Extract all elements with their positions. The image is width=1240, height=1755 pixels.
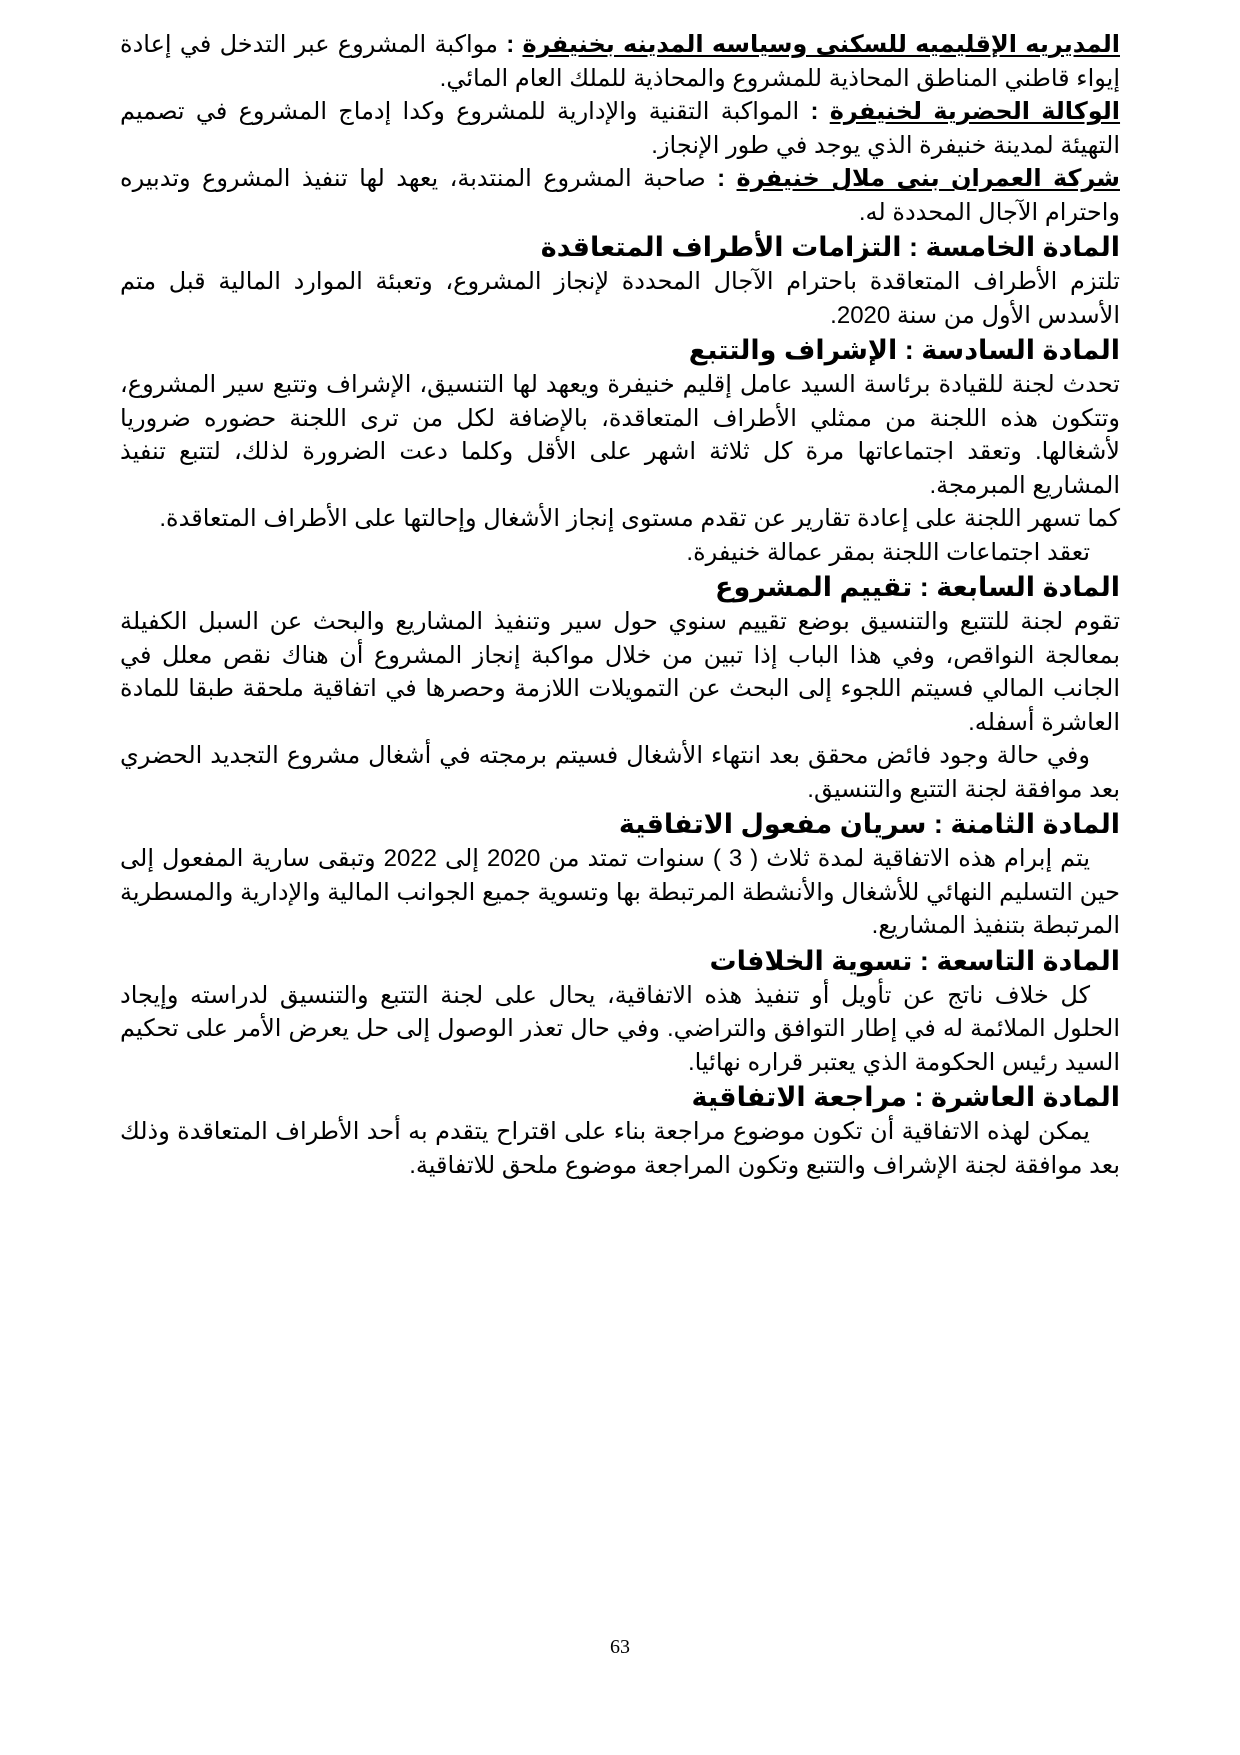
article-paragraph: يتم إبرام هذه الاتفاقية لمدة ثلاث ( 3 ) سنوات تمتد من 2020 إلى 2022 وتبقى سارية المفعول إلى حين التسليم النهائي للأشغال والأنشطة المرتبطة بها وتسوية جميع الجوانب المالية والإدارية والمسطرية المرتبطة بتنفيذ المشاريع. [120, 845, 1120, 939]
article-heading: المادة التاسعة : تسوية الخلافات [709, 945, 1120, 976]
party-entry [120, 28, 1120, 95]
party-entry [120, 162, 1120, 229]
article-paragraph: وفي حالة وجود فائض محقق بعد انتهاء الأشغال فسيتم برمجته في أشغال مشروع التجديد الحضري بعد موافقة لجنة التتبع والتنسيق. [120, 742, 1120, 803]
party-role: مواكبة المشروع عبر التدخل في إعادة إيواء قاطني المناطق المحاذية للمشروع والمحاذية للملك العام المائي. [120, 31, 1120, 92]
article-heading: المادة الخامسة : التزامات الأطراف المتعاقدة [540, 232, 1120, 262]
document-page [120, 28, 1120, 1182]
article-heading: المادة السابعة : تقييم المشروع [715, 572, 1120, 602]
article-heading: المادة السادسة : الإشراف والتتبع [688, 335, 1120, 365]
article-paragraph: كما تسهر اللجنة على إعادة تقارير عن تقدم مستوى إنجاز الأشغال وإحالتها على الأطراف المتعاقدة. [159, 505, 1120, 532]
party-entry [120, 95, 1120, 162]
page-number: 63 [610, 1636, 630, 1658]
article-heading: المادة العاشرة : مراجعة الاتفاقية [691, 1082, 1120, 1112]
article-paragraph: تحدث لجنة للقيادة برئاسة السيد عامل إقليم خنيفرة ويعهد لها التنسيق، الإشراف وتتبع سير المشروع، وتتكون هذه اللجنة من ممثلي الأطراف المتعاقدة، بالإضافة لكل من ترى اللجنة حضوره ضروريا لأشغالها. وتعقد اجتماعاتها مرة كل ثلاثة اشهر على الأقل وكلما دعت الضرورة لذلك، لتتبع تنفيذ المشاريع المبرمجة. [120, 371, 1120, 499]
article-paragraph: تلتزم الأطراف المتعاقدة باحترام الآجال المحددة لإنجاز المشروع، وتعبئة الموارد المالية قبل متم الأسدس الأول من سنة 2020. [120, 268, 1120, 329]
article-paragraph: تعقد اجتماعات اللجنة بمقر عمالة خنيفرة. [686, 538, 1090, 566]
party-name: شركة العمران بنى ملال خنيفرة [736, 165, 1120, 192]
party-role: صاحبة المشروع المنتدبة، يعهد لها تنفيذ المشروع وتدبيره واحترام الآجال المحددة له. [120, 165, 1120, 226]
party-separator: : [799, 98, 830, 125]
party-separator: : [705, 165, 737, 192]
party-role: المواكبة التقنية والإدارية للمشروع وكدا إدماج المشروع في تصميم التهيئة لمدينة خنيفرة الذي يوجد في طور الإنجاز. [120, 98, 1120, 159]
article-heading: المادة الثامنة : سريان مفعول الاتفاقية [618, 809, 1120, 839]
party-name: المديريه الإقليميه للسكنى وسياسه المدينه بخنيفرة [522, 31, 1120, 58]
article-paragraph: يمكن لهذه الاتفاقية أن تكون موضوع مراجعة بناء على اقتراح يتقدم به أحد الأطراف المتعاقدة وذلك بعد موافقة لجنة الإشراف والتتبع وتكون المراجعة موضوع ملحق للاتفاقية. [120, 1118, 1120, 1179]
party-name: الوكالة الحضرية لخنيفرة [829, 98, 1121, 125]
article-paragraph: كل خلاف ناتج عن تأويل أو تنفيذ هذه الاتفاقية، يحال على لجنة التتبع والتنسيق لدراسته وإيجاد الحلول الملائمة له في إطار التوافق والتراضي. وفي حال تعذر الوصول إلى حل يعرض الأمر على تحكيم السيد رئيس الحكومة الذي يعتبر قراره نهائيا. [120, 981, 1120, 1076]
article-paragraph: تقوم لجنة للتتبع والتنسيق بوضع تقييم سنوي حول سير وتنفيذ المشاريع والبحث عن السبل الكفيلة بمعالجة النواقص، وفي هذا الباب إذا تبين من خلال مواكبة إنجاز المشروع أن هناك نقص معلل في الجانب المالي فسيتم اللجوء إلى البحث عن التمويلات اللازمة وحصرها في اتفاقية ملحقة طبقا للمادة العاشرة أسفله. [120, 608, 1120, 736]
party-separator: : [497, 31, 523, 58]
